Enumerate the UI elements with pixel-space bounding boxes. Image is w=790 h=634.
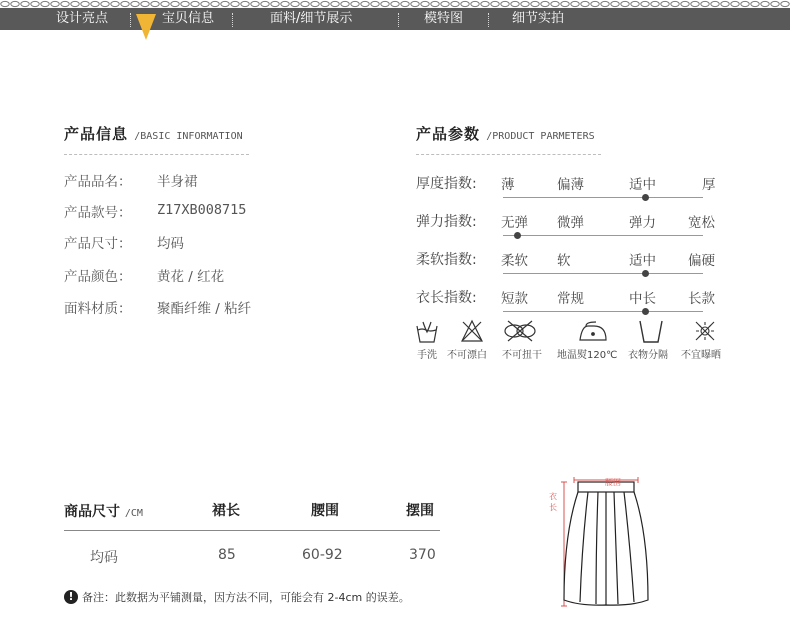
nav-separator (488, 13, 490, 27)
separate-wash-icon (640, 321, 662, 342)
info-value: Z17XB008715 (157, 202, 247, 218)
care-label: 地温熨120℃ (557, 350, 618, 361)
size-col-header: 裙长 (212, 503, 240, 519)
param-scale-line (503, 235, 703, 236)
product-params-subtitle: /PRODUCT PARMETERS (486, 131, 595, 142)
size-col-header: 腰围 (311, 503, 339, 519)
care-label: 不可漂白 (447, 350, 487, 361)
product-info-heading (64, 123, 243, 144)
param-indicator-dot (642, 194, 649, 201)
param-option: 常规 (557, 291, 584, 307)
size-table-title-text: 商品尺寸 (64, 504, 120, 520)
nav-separator (232, 13, 234, 27)
product-info-title: 产品信息 (64, 125, 129, 143)
info-label: 产品尺寸： (64, 236, 132, 252)
care-label: 手洗 (417, 350, 437, 361)
nav-item-design[interactable]: 设计亮点 (56, 11, 109, 26)
size-cell-value: 60-92 (302, 547, 343, 563)
param-option: 长款 (688, 291, 715, 307)
care-label: 不可扭干 (502, 350, 542, 361)
length-label-top: 衣 (549, 492, 557, 501)
table-divider (64, 530, 440, 531)
no-sun-dry-icon (696, 322, 714, 340)
care-label: 衣物分隔 (628, 350, 668, 361)
product-params-heading (416, 123, 595, 144)
nav-active-indicator (136, 14, 156, 40)
hand-wash-icon (417, 322, 437, 342)
param-indicator-dot (514, 232, 521, 239)
param-option: 柔软 (501, 253, 528, 269)
no-bleach-icon (462, 321, 482, 341)
nav-bar-background (0, 8, 790, 30)
param-indicator-dot (642, 270, 649, 277)
no-wring-icon (505, 321, 535, 341)
skirt-outline (564, 482, 648, 605)
param-option: 厚 (702, 177, 716, 193)
divider (64, 154, 249, 155)
param-scale-line (503, 311, 703, 312)
param-option: 中长 (629, 291, 656, 307)
nav-separator (398, 13, 400, 27)
info-value: 聚酯纤维 / 粘纤 (157, 301, 252, 317)
param-option: 无弹 (501, 215, 528, 231)
product-params-title: 产品参数 (416, 125, 481, 143)
info-label: 产品品名： (64, 174, 132, 190)
product-info-subtitle: /BASIC INFORMATION (134, 131, 243, 142)
exclamation-icon: ! (64, 590, 78, 604)
info-label: 产品颜色： (64, 269, 132, 285)
low-iron-icon (580, 322, 606, 340)
param-option: 适中 (629, 177, 656, 193)
param-label: 厚度指数: (416, 176, 477, 192)
nav-item-model[interactable]: 模特图 (424, 11, 464, 26)
size-cell-value: 85 (218, 547, 236, 563)
chain-border-decoration (0, 0, 790, 8)
divider (416, 154, 601, 155)
nav-separator (130, 13, 132, 27)
param-label: 弹力指数: (416, 214, 477, 230)
info-value: 半身裙 (157, 174, 198, 190)
param-indicator-dot (642, 308, 649, 315)
size-cell-name: 均码 (90, 550, 118, 566)
param-option: 微弹 (557, 215, 584, 231)
param-option: 偏薄 (557, 177, 584, 193)
param-scale-line (503, 197, 703, 198)
param-label: 衣长指数: (416, 290, 477, 306)
measurement-note: 备注：此数据为平铺测量，因方法不同，可能会有 2-4cm 的误差。 (82, 591, 410, 604)
waist-label: 腰围 (605, 478, 621, 487)
param-option: 软 (557, 253, 571, 269)
care-label: 不宜曝晒 (681, 350, 721, 361)
info-value: 黄花 / 红花 (157, 269, 225, 285)
nav-item-info[interactable]: 宝贝信息 (162, 11, 215, 26)
param-label: 柔软指数: (416, 252, 477, 268)
param-option: 适中 (629, 253, 656, 269)
top-nav (0, 0, 790, 32)
care-icons-row (414, 318, 734, 346)
size-cell-value: 370 (409, 547, 436, 563)
nav-item-fabric[interactable]: 面料/细节展示 (270, 11, 353, 26)
param-option: 弹力 (629, 215, 656, 231)
info-label: 面料材质： (64, 301, 132, 317)
param-option: 薄 (501, 177, 515, 193)
param-option: 偏硬 (688, 253, 715, 269)
size-col-header: 摆围 (406, 503, 434, 519)
param-option: 宽松 (688, 215, 715, 231)
info-value: 均码 (157, 236, 184, 252)
param-scale-line (503, 273, 703, 274)
nav-item-detail[interactable]: 细节实拍 (512, 11, 565, 26)
info-label: 产品款号： (64, 205, 132, 221)
param-option: 短款 (501, 291, 528, 307)
size-table-title (64, 501, 143, 521)
length-label-bottom: 长 (549, 503, 557, 512)
size-table-unit: /CM (124, 508, 143, 519)
